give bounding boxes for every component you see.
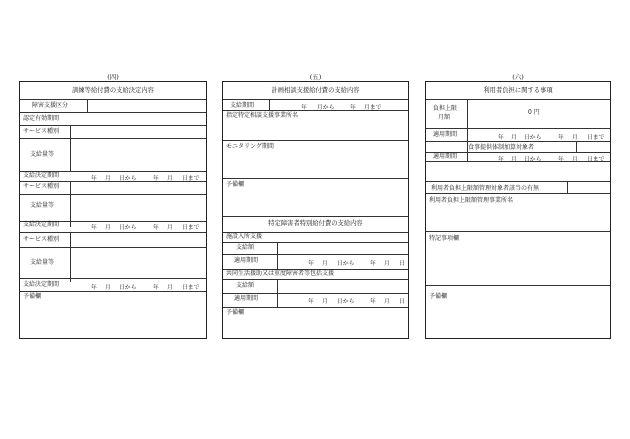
amount-1-label: 支給量等	[30, 151, 55, 158]
decision-period-2-label: 支給決定期間	[23, 221, 60, 228]
group-home-label: 共同生活援助又は重度障害者等包括支援	[226, 270, 335, 277]
amount-1-label: 支給額	[236, 244, 255, 251]
cap-label-2: 月額	[438, 114, 451, 121]
special-benefit-title: 特定障害者特別給付費の支給内容	[268, 220, 363, 227]
amount-3-label: 支給量等	[30, 259, 55, 266]
cert-period-label: 認定有効期間	[23, 115, 60, 122]
designated-provider-label: 指定特定相談支援事業所名	[226, 112, 299, 119]
service-type-1-label: サービス種別	[23, 128, 60, 135]
applied-period-1-label: 適用期間	[234, 257, 259, 264]
cap-mgmt-provider-label: 利用者負担上限額管理事業所名	[429, 197, 514, 204]
cap-value: 0 円	[528, 109, 540, 116]
decision-period-3-label: 支給決定期間	[23, 281, 60, 288]
service-type-2-label: サービス種別	[23, 183, 60, 190]
panel-6-title: 利用者負担に関する事項	[483, 87, 553, 94]
amount-2-label: 支給額	[236, 282, 255, 289]
decision-period-1-label: 支給決定期間	[23, 172, 60, 179]
panel-6-remarks: 予備欄	[429, 293, 448, 300]
panel-6-heading: (六)	[512, 73, 524, 81]
applied-period-2-label: 適用期間	[433, 153, 458, 160]
support-category-label: 障害支援区分	[32, 102, 69, 109]
panel-4-title: 訓練等給付費の支給決定内容	[72, 87, 154, 94]
notes-label: 特記事項欄	[429, 235, 460, 242]
panel-4-heading: (四)	[107, 73, 119, 81]
amount-2-label: 支給量等	[30, 202, 55, 209]
applied-period-2-label: 適用期間	[234, 295, 259, 302]
facility-support-label: 施設入所支援	[226, 233, 263, 240]
applied-period-1-label: 適用期間	[433, 131, 458, 138]
panel-6: 利用者負担に関する事項 負担上限 月額 0 円 適用期間 年 月 日から 年 月 日まで 食事提供体制加算対象者 適用期間 年 月 日から 年 月 日まで 利用者負担上限額管理対象者該当の有無 利用者負担上限額管理事業所名 特記事項欄 予備欄	[425, 81, 611, 339]
meal-addition-label: 食事提供体制加算対象者	[467, 144, 534, 151]
monitoring-period-label: モニタリング期間	[226, 143, 274, 150]
support-period-label: 支給期間	[230, 102, 255, 109]
service-type-3-label: サービス種別	[23, 236, 60, 243]
cap-label-1: 負担上限	[433, 105, 458, 112]
panel-5-remarks-2: 予備欄	[226, 309, 245, 316]
panel-5-heading: (五)	[309, 73, 322, 81]
panel-5-title: 計画相談支援給付費の支給内容	[271, 87, 360, 94]
panel-4: 訓練等給付費の支給決定内容 障害支援区分 認定有効期間 サービス種別 支給量等 支給決定期間 年 月 日から 年 月 日まで サービス種別 支給量等 支給決定期間 年 月 日から 年 月 日まで サービス種別 支給量等 支給決定期間 年 月 日から 年 月 日まで 予備欄	[19, 81, 207, 339]
panel-4-remarks: 予備欄	[23, 293, 42, 300]
cap-mgmt-flag-label: 利用者負担上限額管理対象者該当の有無	[431, 185, 540, 192]
panel-5-remarks: 予備欄	[226, 181, 245, 188]
panel-5: 計画相談支援給付費の支給内容 支給期間 年 月から 年 月まで 指定特定相談支援事業所名 モニタリング期間 予備欄 特定障害者特別給付費の支給内容 施設入所支援 支給額 適用期間 年 月 日から 年 月 日 共同生活援助又は重度障害者等包括支援 支給額 適用期間 年 月 日から 年 月 日 予備欄	[222, 81, 409, 339]
